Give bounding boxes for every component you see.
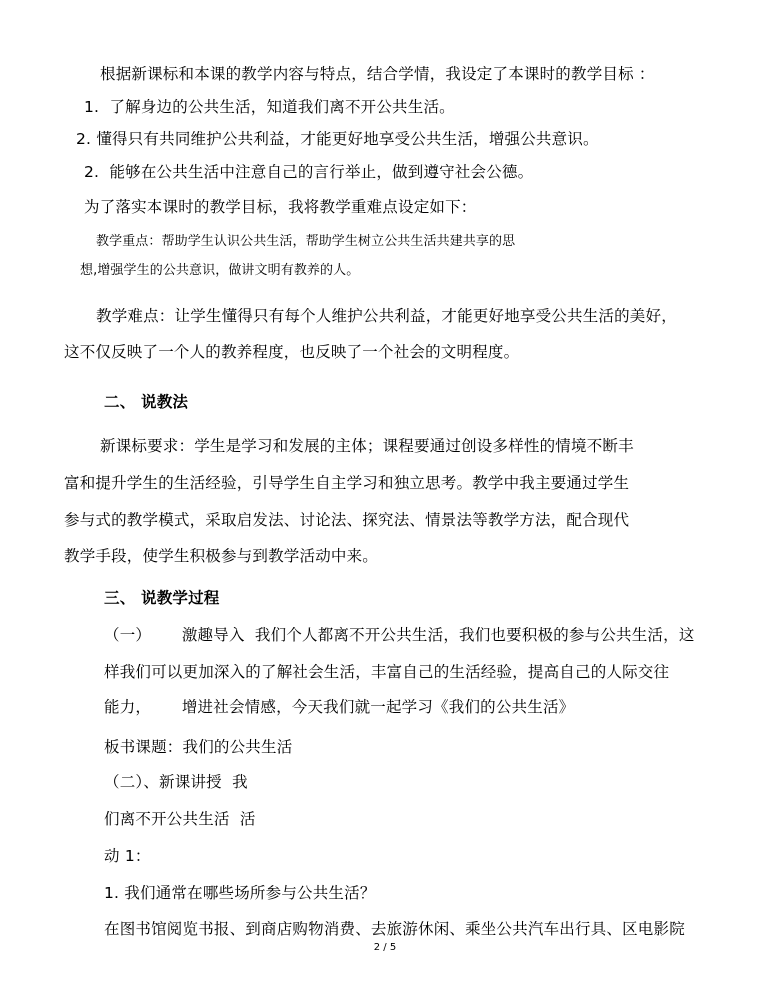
section-heading-teaching-process: 三、 说教学过程 [104, 589, 220, 607]
intro-line: 根据新课标和本课的教学内容与特点，结合学情，我设定了本课时的教学目标 ： [100, 65, 655, 83]
method-para-line-3: 参与式的教学模式，采取启发法、讨论法、探究法、情景法等教学方法，配合现代 [64, 511, 630, 529]
method-para-line-2: 富和提升学生的生活经验，引导学生自主学习和独立思考。教学中我主要通过学生 [64, 474, 630, 492]
activity-question: 1. 我们通常在哪些场所参与公共生活？ [104, 884, 376, 902]
objective-3: 2. 能够在公共生活中注意自己的言行举止，做到遵守社会公德。 [84, 163, 534, 181]
process-para-line-1: （一） 激趣导入 我们个人都离不开公共生活，我们也要积极的参与公共生活，这 [104, 626, 695, 644]
new-lesson-line-1: （二）、新课讲授 我 [104, 773, 248, 791]
activity-label: 动 1： [104, 847, 151, 865]
teaching-focus-line-2: 想,增强学生的公共意识，做讲文明有教养的人。 [80, 263, 360, 278]
teaching-difficulty-line-1: 教学难点：让学生懂得只有每个人维护公共利益，才能更好地享受公共生活的美好， [96, 307, 677, 325]
process-para-line-3: 能力， 增进社会情感，今天我们就一起学习《我们的公共生活》 [104, 698, 575, 716]
page-number: 2 / 5 [373, 942, 397, 953]
teaching-difficulty-line-2: 这不仅反映了一个人的教养程度，也反映了一个社会的文明程度。 [64, 343, 520, 361]
new-lesson-line-2: 们离不开公共生活 活 [104, 810, 256, 828]
activity-answer-line: 在图书馆阅览书报、到商店购物消费、去旅游休闲、乘坐公共汽车出行具、区电影院 [104, 920, 685, 938]
objective-1: 1. 了解身边的公共生活，知道我们离不开公共生活。 [84, 98, 455, 116]
objective-2: 2. 懂得只有共同维护公共利益，才能更好地享受公共生活，增强公共意识。 [76, 130, 599, 148]
process-para-line-2: 样我们可以更加深入的了解社会生活，丰富自己的生活经验，提高自己的人际交往 [104, 663, 670, 681]
section-heading-teaching-method: 二、 说教法 [104, 393, 189, 411]
method-para-line-4: 教学手段，使学生积极参与到教学活动中来。 [64, 547, 379, 565]
key-points-intro: 为了落实本课时的教学目标，我将教学重难点设定如下： [84, 198, 477, 216]
board-title-line: 板书课题：我们的公共生活 [104, 738, 293, 756]
teaching-focus-line-1: 教学重点：帮助学生认识公共生活，帮助学生树立公共生活共建共享的思 [96, 234, 516, 249]
method-para-line-1: 新课标要求：学生是学习和发展的主体；课程要通过创设多样性的情境不断丰 [100, 437, 634, 455]
